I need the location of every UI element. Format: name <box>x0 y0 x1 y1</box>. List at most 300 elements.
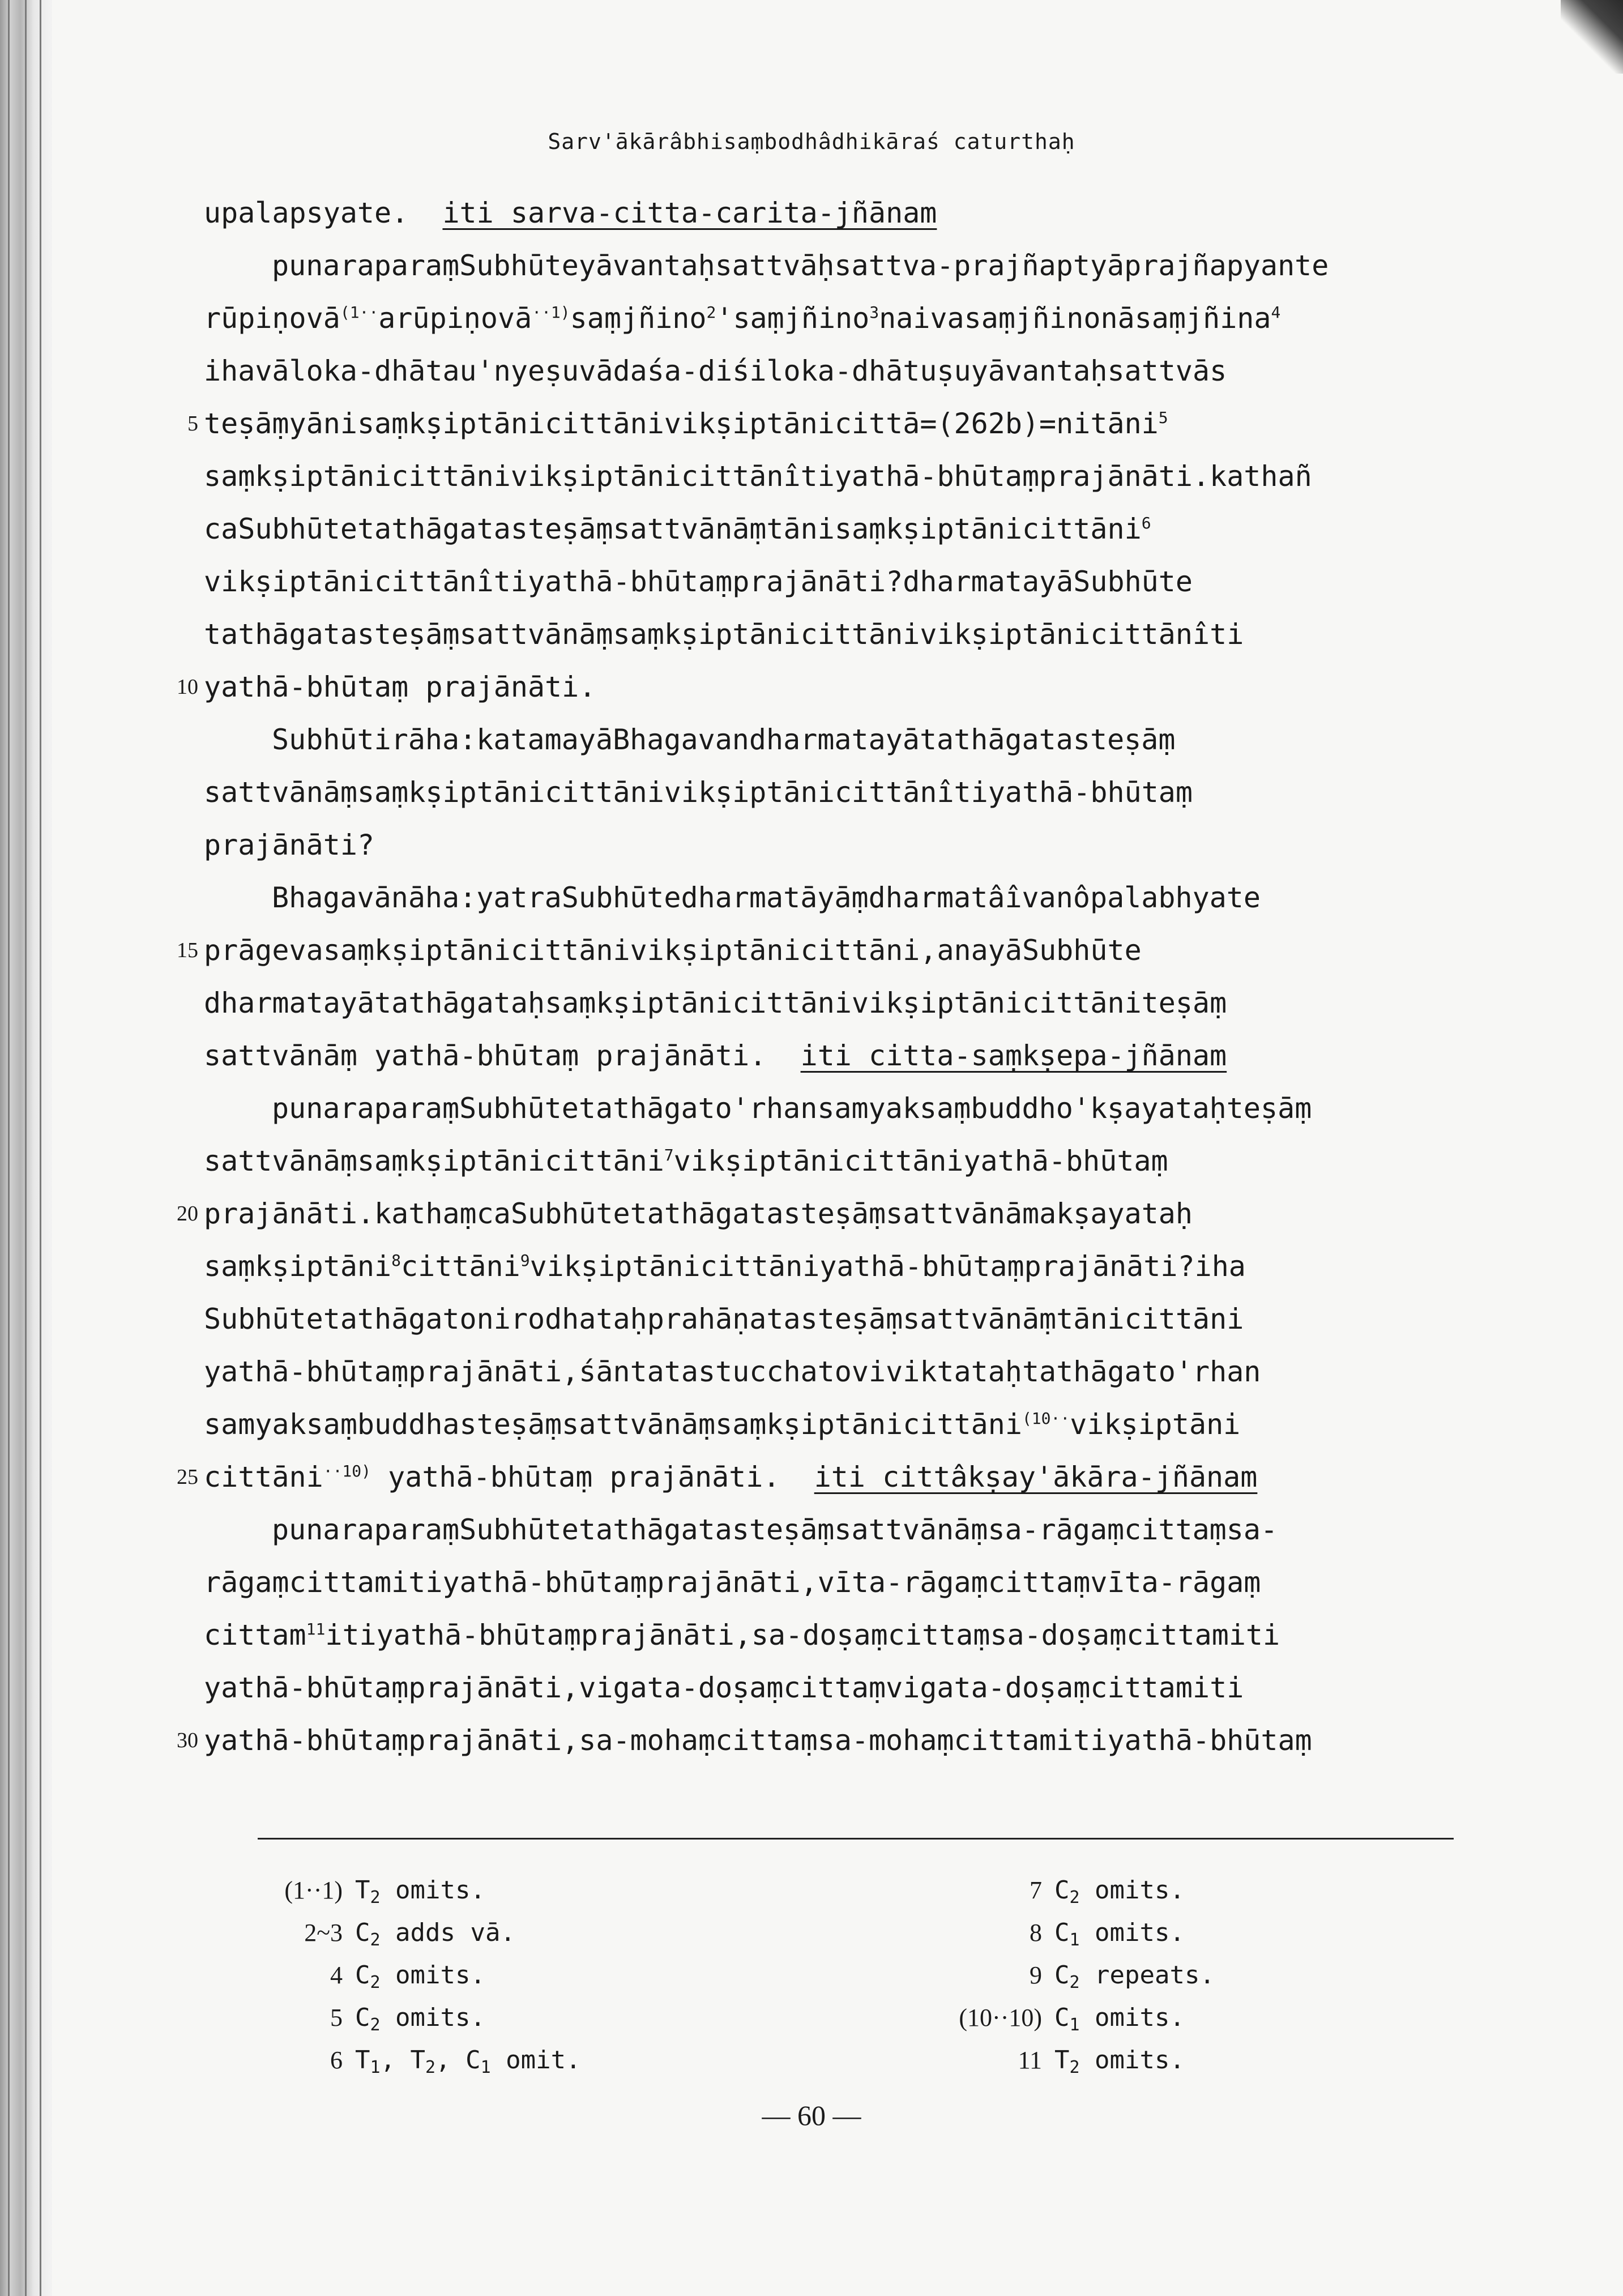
text-run: yatra <box>476 881 562 914</box>
text-run: viviktataḥ <box>851 1355 1022 1388</box>
word <box>476 723 613 756</box>
text-run: saṃkṣiptāni <box>545 987 733 1019</box>
text-run: vikṣiptāni <box>664 776 835 809</box>
word <box>1142 987 1227 1019</box>
text-run: cittāni <box>545 407 664 440</box>
word <box>990 1619 1126 1651</box>
text-line <box>177 661 1447 714</box>
line-text <box>204 1609 1447 1666</box>
text-run: punar <box>272 1092 357 1125</box>
word <box>204 1355 408 1388</box>
word <box>701 1250 820 1283</box>
text-run: saṃkṣiptāni <box>323 934 511 967</box>
text-run: cittāni <box>545 1145 664 1177</box>
text-run: Subhūte <box>1022 934 1142 967</box>
footnote-key: 7 <box>1030 1876 1042 1904</box>
footnote-rule <box>258 1838 1454 1840</box>
word <box>374 565 528 598</box>
word <box>498 302 570 335</box>
text-run: yathā-bhūtaṃ prajānāti. <box>371 1461 814 1493</box>
text-run: iha <box>204 355 255 387</box>
line-text <box>204 872 1447 924</box>
text-line <box>204 1662 1447 1714</box>
footnote-marker: 4 <box>1271 303 1281 322</box>
word <box>579 1671 783 1704</box>
footnote-marker: (10·· <box>1022 1409 1070 1428</box>
subscript: 2 <box>1069 1888 1080 1907</box>
word <box>664 776 835 809</box>
text-run: prajānāti? <box>1024 1250 1195 1283</box>
word <box>732 565 903 598</box>
text-run: cittam <box>1126 1619 1229 1651</box>
text-run: āha: <box>408 881 477 914</box>
text-run: prāg <box>204 934 272 967</box>
text-line <box>204 608 1447 661</box>
text-run: ca <box>204 513 238 545</box>
word <box>852 987 1022 1019</box>
word <box>401 1250 530 1283</box>
word <box>749 1513 835 1546</box>
text-run: iha <box>1194 1250 1246 1283</box>
footnote <box>258 1954 581 1996</box>
footnote-marker: (1·· <box>340 303 379 322</box>
text-run: yathā-bhūtaṃ prajānāti. <box>204 671 596 703</box>
word <box>1056 1724 1107 1757</box>
text-run: tathāgatas <box>357 513 528 545</box>
section-title: iti citta-saṃkṣepa-jñānam <box>800 1039 1227 1072</box>
text-run: cittam <box>954 1724 1057 1757</box>
text-run: vīta-rāgaṃ <box>1090 1566 1261 1599</box>
word <box>613 618 800 651</box>
word <box>408 1671 579 1704</box>
word <box>204 565 374 598</box>
word <box>579 355 613 387</box>
text-run: yathā-bhūtaṃ <box>1107 1724 1312 1757</box>
text-run: T <box>355 2046 370 2075</box>
text-run: tathāgataḥ <box>374 987 545 1019</box>
footnote-key: (10··10) <box>959 2004 1042 2032</box>
text-line <box>204 556 1447 608</box>
text-run: cittā=(262b)=ni <box>834 407 1091 440</box>
word <box>562 1408 715 1441</box>
text-run: tathāgatas <box>919 723 1090 756</box>
word <box>920 618 1090 651</box>
word <box>530 1250 701 1283</box>
word <box>374 987 545 1019</box>
word <box>818 1303 903 1335</box>
text-run: 'saṃjñino <box>716 302 870 335</box>
footnote-key: 8 <box>1030 1919 1042 1947</box>
word <box>1056 881 1261 914</box>
word <box>988 776 1193 809</box>
word <box>1022 1408 1240 1441</box>
word <box>459 1513 579 1546</box>
word <box>374 1197 477 1230</box>
word <box>357 513 528 545</box>
text-run: sa-mohaṃ <box>817 1724 954 1757</box>
footnote-key: (1··1) <box>284 1876 343 1904</box>
word <box>306 302 498 335</box>
text-run: sattvānām <box>886 1197 1040 1230</box>
text-run: dharmatâîva <box>868 881 1056 914</box>
word <box>835 460 1039 493</box>
word <box>476 881 562 914</box>
text-run: prahāṇatas <box>647 1303 818 1335</box>
text-run: yāvantaḥ <box>971 355 1108 387</box>
text-run: sattvās <box>1107 355 1227 387</box>
text-run: C <box>1054 2003 1070 2032</box>
footnote <box>258 2039 581 2081</box>
word <box>681 460 835 493</box>
text-run: punar <box>272 249 357 282</box>
footnote <box>923 1996 1215 2039</box>
text-run: sattvānāṃ <box>204 776 357 809</box>
text-run: C <box>355 1918 370 1947</box>
line-text <box>204 1293 1447 1346</box>
footnote <box>923 1911 1215 1954</box>
word <box>204 513 238 545</box>
text-run: vikṣiptāni <box>920 618 1091 651</box>
text-run: teṣāṃ <box>800 1197 886 1230</box>
footnote <box>923 2039 1215 2081</box>
word <box>477 1197 511 1230</box>
footnote <box>258 1869 581 1911</box>
word <box>255 355 289 387</box>
text-run: sa-mohaṃ <box>579 1724 716 1757</box>
text-run: vigata-doṣaṃ <box>579 1671 784 1704</box>
text-line <box>204 1504 1447 1556</box>
word <box>204 1303 323 1335</box>
text-run: Subhūte <box>459 1092 579 1125</box>
footnote <box>923 1954 1215 1996</box>
word <box>835 776 988 809</box>
text-run: Subhūte <box>238 513 357 545</box>
text-line <box>177 1714 1447 1767</box>
text-run: Bhagavān <box>272 881 408 914</box>
word <box>613 513 766 545</box>
word <box>460 618 613 651</box>
footnote-key: 6 <box>330 2046 343 2074</box>
footnote-key: 9 <box>1030 1961 1042 1989</box>
text-run: cittāni <box>1022 513 1142 545</box>
footnote-marker: 8 <box>391 1251 401 1270</box>
word <box>937 934 1022 967</box>
word <box>204 1197 374 1230</box>
word <box>715 249 835 282</box>
text-run: omits. <box>380 1876 485 1905</box>
word <box>888 1619 990 1651</box>
text-run: vā <box>306 302 340 335</box>
text-run: yathā-bhūtaṃ <box>376 1619 581 1651</box>
word <box>477 1303 647 1335</box>
text-run: iti <box>1192 1671 1244 1704</box>
word <box>1124 249 1329 282</box>
text-run: cittāni <box>1022 987 1142 1019</box>
text-run: saṃkṣiptāni <box>204 1250 392 1283</box>
word <box>545 776 664 809</box>
line-number: 25 <box>177 1465 198 1489</box>
word <box>818 1724 954 1757</box>
word <box>204 1619 325 1651</box>
text-run: Bhagavan <box>613 723 749 756</box>
subscript: 1 <box>480 2058 491 2077</box>
text-run: saṃjñino <box>570 302 707 335</box>
text-run: saṃkṣiptāni <box>715 1408 903 1441</box>
word <box>511 934 630 967</box>
footnote-marker: ··10) <box>323 1462 371 1480</box>
text-run: tucchato <box>715 1355 852 1388</box>
word <box>715 1355 852 1388</box>
word <box>879 302 1100 335</box>
word <box>1090 723 1176 756</box>
word <box>1195 1250 1246 1283</box>
line-text <box>204 1188 1447 1240</box>
footnotes-right-column <box>923 1869 1215 2081</box>
text-run: Subhūte <box>459 1513 579 1546</box>
text-run: cittam <box>1090 1671 1193 1704</box>
text-run: prajānāti, <box>580 1619 751 1651</box>
word <box>1227 1092 1312 1125</box>
line-text <box>204 1082 1447 1135</box>
text-run: aparaṃ <box>357 1092 460 1125</box>
word <box>801 934 937 967</box>
text-run: dharmatāyāṃ <box>681 881 869 914</box>
word <box>852 1355 1022 1388</box>
text-run: yāvantaḥ <box>578 249 715 282</box>
line-text <box>204 924 1447 977</box>
text-run: Subhūte <box>510 1197 630 1230</box>
line-text <box>204 714 1447 766</box>
footnote <box>258 1911 581 1954</box>
line-text <box>204 1556 1447 1609</box>
text-run: loka-dhātau <box>289 355 477 387</box>
text-run: cittānîti <box>681 460 835 493</box>
line-text <box>204 1135 1447 1192</box>
word <box>272 249 357 282</box>
text-run: rūpiṇo <box>204 302 306 335</box>
word <box>784 1671 886 1704</box>
word <box>664 407 835 440</box>
word <box>1100 302 1280 335</box>
word <box>834 249 1124 282</box>
text-run: anayā <box>937 934 1022 967</box>
subscript: 2 <box>370 1930 381 1950</box>
word <box>238 513 357 545</box>
text-run: vikṣiptāni <box>851 987 1022 1019</box>
text-run: vikṣiptāni <box>664 407 835 440</box>
text-run: cittaṃ <box>715 1724 818 1757</box>
word <box>766 513 834 545</box>
line-text <box>204 187 1447 240</box>
word <box>732 1092 818 1125</box>
text-run: tathāgatas <box>204 618 375 651</box>
line-text <box>204 661 1447 714</box>
text-run: cittam <box>204 1619 306 1651</box>
word <box>545 407 664 440</box>
word <box>749 723 920 756</box>
line-text <box>204 1714 1447 1767</box>
footnote-key: 4 <box>330 1961 343 1989</box>
text-run: adds vā. <box>380 1918 515 1947</box>
text-run: sattvānāṃ <box>834 1513 988 1546</box>
text-run: upalapsyate. <box>204 197 443 229</box>
word <box>377 1619 581 1651</box>
text-run: cittāni <box>204 1461 323 1493</box>
text-run: sattvānāṃ <box>903 1303 1057 1335</box>
word <box>374 618 460 651</box>
text-run: prajānāti, <box>408 1671 579 1704</box>
word <box>963 1145 1168 1177</box>
text-line <box>177 1451 1447 1504</box>
text-run: katamayā <box>476 723 613 756</box>
word <box>511 1197 630 1230</box>
text-run: cittāni <box>800 618 920 651</box>
word <box>647 1566 818 1599</box>
text-run: omits. <box>1079 2046 1185 2075</box>
text-run: nôpalabhyate <box>1056 881 1261 914</box>
text-run: T <box>355 1876 370 1905</box>
line-text <box>204 819 1447 872</box>
subscript: 2 <box>1069 2058 1080 2077</box>
text-run: sa-doṣaṃ <box>751 1619 888 1651</box>
word <box>1039 1197 1193 1230</box>
text-run: cittaṃ <box>887 1619 990 1651</box>
word <box>272 934 323 967</box>
word <box>357 776 545 809</box>
word <box>1090 1566 1261 1599</box>
subscript: 2 <box>1069 1973 1080 1992</box>
line-text <box>204 1451 1447 1508</box>
text-line <box>204 345 1447 398</box>
text-run: cittam <box>289 1566 392 1599</box>
word <box>325 1619 376 1651</box>
text-run: tathāgato <box>578 1092 732 1125</box>
word <box>477 1408 562 1441</box>
word <box>528 513 613 545</box>
text-run: tathāgatas <box>630 1197 801 1230</box>
word <box>988 1513 1124 1546</box>
word <box>1022 1355 1176 1388</box>
text-run: nāsaṃjñina <box>1100 302 1271 335</box>
text-run: yathā-bhūtaṃ <box>527 565 733 598</box>
text-run: sattvānāṃ <box>459 618 613 651</box>
text-run: tathāgato <box>323 1303 477 1335</box>
text-run: kathaṃ <box>374 1197 477 1230</box>
text-run: sa-doṣaṃ <box>990 1619 1127 1651</box>
footnote-key: 11 <box>1018 2046 1042 2074</box>
line-text <box>204 1398 1447 1455</box>
text-run: daśa-diśi <box>613 355 767 387</box>
text-run: tāni <box>1056 1303 1125 1335</box>
text-run: , T <box>380 2046 426 2075</box>
word <box>323 1303 477 1335</box>
text-run: sattvānāṃ <box>204 1145 357 1177</box>
word <box>1073 565 1193 598</box>
word <box>732 987 852 1019</box>
word <box>817 1092 1073 1125</box>
word <box>204 1408 477 1441</box>
section-title: iti sarva-citta-carita-jñānam <box>442 197 937 229</box>
text-run: āha: <box>408 723 477 756</box>
text-run: naivasaṃjñino <box>879 302 1101 335</box>
word <box>204 1671 408 1704</box>
text-run: C <box>1054 1918 1070 1947</box>
word <box>1229 1619 1280 1651</box>
word <box>630 1197 801 1230</box>
word <box>272 1092 357 1125</box>
word <box>1039 460 1210 493</box>
text-line <box>204 503 1447 556</box>
line-text <box>204 503 1447 560</box>
line-number: 15 <box>177 938 198 962</box>
text-run: vikṣiptāni <box>529 1250 701 1283</box>
word <box>579 1355 715 1388</box>
text-line <box>204 1082 1447 1135</box>
word <box>442 1566 647 1599</box>
text-run: teṣāṃ <box>1226 1092 1312 1125</box>
word <box>674 1145 844 1177</box>
text-line <box>177 924 1447 977</box>
word <box>716 302 879 335</box>
footnote-key: 5 <box>330 2004 343 2032</box>
word <box>835 513 1022 545</box>
word <box>204 302 306 335</box>
footnote-key: 2~3 <box>304 1919 343 1947</box>
text-run: śāntatas <box>579 1355 716 1388</box>
word <box>715 1724 818 1757</box>
word <box>204 407 289 440</box>
text-run: cittaṃ <box>988 1566 1091 1599</box>
text-run: cittāni, <box>800 934 937 967</box>
word <box>613 355 767 387</box>
word <box>715 1408 903 1441</box>
text-run: cittānîti <box>1090 618 1244 651</box>
text-run: cittāni <box>1124 1303 1244 1335</box>
text-run: repeats. <box>1079 1961 1215 1990</box>
text-run: saṃkṣiptāni <box>357 407 545 440</box>
text-run: 'kṣayataḥ <box>1073 1092 1227 1125</box>
subscript: 2 <box>370 2015 381 2035</box>
text-run: 'rhan <box>732 1092 818 1125</box>
text-run: cittāni <box>732 987 852 1019</box>
text-run: yathā-bhūtaṃ <box>819 1250 1024 1283</box>
word <box>408 881 476 914</box>
word <box>272 723 408 756</box>
text-run: yathā-bhūtaṃ <box>204 1724 409 1757</box>
footnote-marker: 2 <box>706 303 716 322</box>
word <box>579 1092 732 1125</box>
word <box>1227 1513 1278 1546</box>
text-run: dharmatayā <box>749 723 920 756</box>
text-run: sattvānāṃ <box>562 1408 716 1441</box>
word <box>477 355 579 387</box>
main-text <box>177 187 1447 1767</box>
word <box>630 934 801 967</box>
text-run: vikṣiptāni <box>1070 1408 1241 1441</box>
word <box>289 407 357 440</box>
word <box>647 1303 818 1335</box>
word <box>545 987 732 1019</box>
word <box>204 1724 408 1757</box>
word <box>357 249 460 282</box>
text-run: loka-dhātuṣu <box>766 355 971 387</box>
text-run: C <box>1054 1876 1070 1905</box>
text-line <box>204 1556 1447 1609</box>
word <box>954 1724 1057 1757</box>
word <box>272 1513 357 1546</box>
word <box>391 1566 442 1599</box>
text-run: vikṣiptāni <box>673 1145 844 1177</box>
